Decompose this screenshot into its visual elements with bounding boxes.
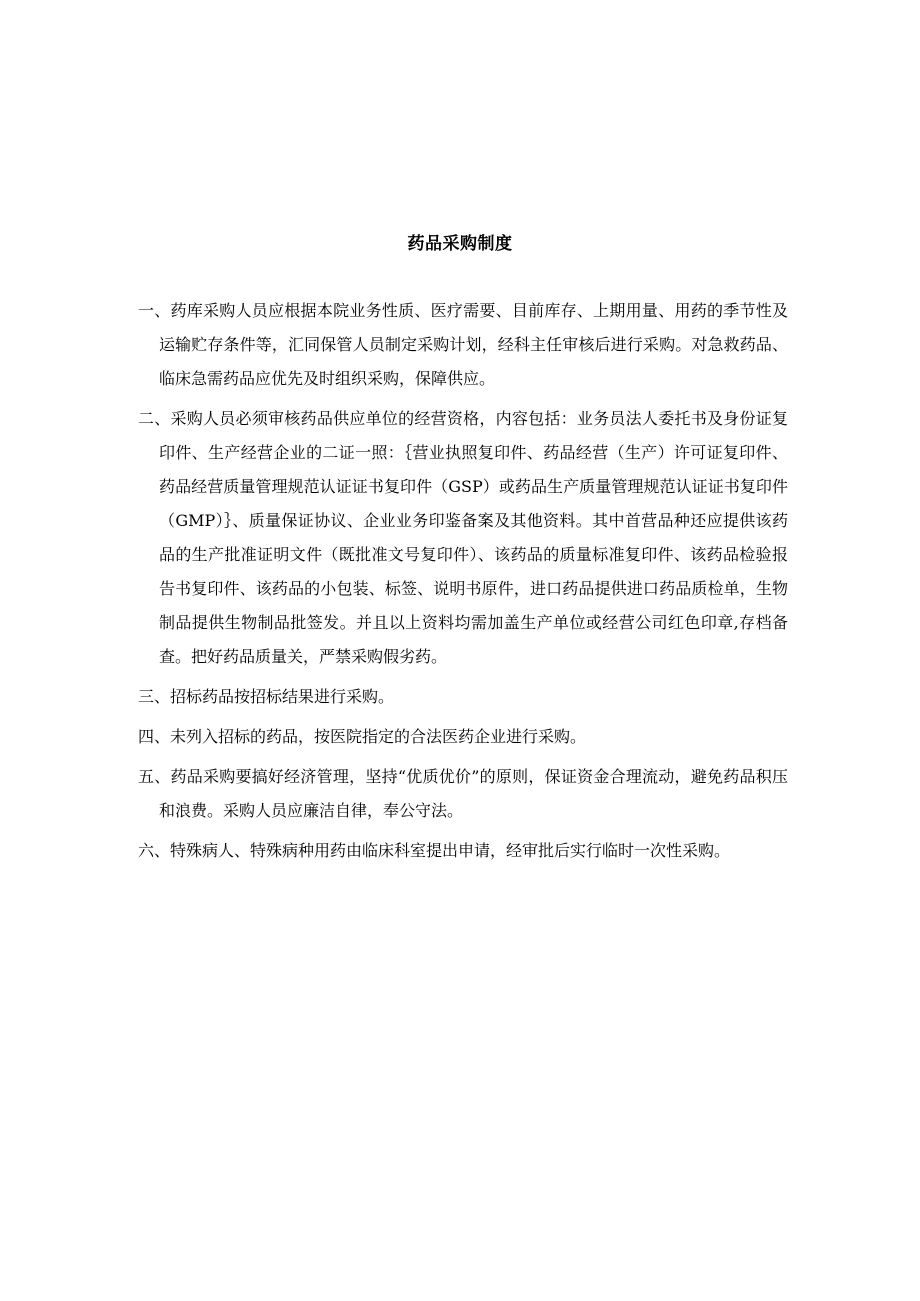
regulation-item-6: 六、特殊病人、特殊病种用药由临床科室提出申请，经审批后实行临时一次性采购。 [138, 841, 731, 860]
regulation-item-3: 三、招标药品按招标结果进行采购。 [138, 687, 395, 706]
regulation-item-5: 五、药品采购要搞好经济管理，坚持“优质优价”的原则，保证资金合理流动，避免药品积压和浪费。采购人员应廉洁自律，奉公守法。 [138, 767, 788, 820]
regulation-item-4: 四、未列入招标的药品，按医院指定的合法医药企业进行采购。 [138, 727, 587, 746]
regulation-item-1: 一、药库采购人员应根据本院业务性质、医疗需要、目前库存、上期用量、用药的季节性及运输贮存条件等，汇同保管人员制定采购计划，经科主任审核后进行采购。对急救药品、临床急需药品应优先及时组织采购，保障供应。 [138, 301, 788, 388]
regulation-list [138, 294, 788, 874]
document-title: 药品采购制度 [407, 234, 513, 254]
regulation-item-2: 二、采购人员必须审核药品供应单位的经营资格，内容包括：业务员法人委托书及身份证复印件、生产经营企业的二证一照：｛营业执照复印件、药品经营（生产）许可证复印件、药品经营质量管理规范认证证书复印件（GSP）或药品生产质量管理规范认证证书复印件（GMP）｝、质量保证协议、企业业务印鉴备案及其他资料。其中首营品种还应提供该药品的生产批准证明文件（既批准文号复印件）、该药品的质量标准复印件、该药品检验报告书复印件、该药品的小包装、标签、说明书原件，进口药品提供进口药品质检单，生物制品提供生物制品批签发。并且以上资料均需加盖生产单位或经营公司红色印章,存档备查。把好药品质量关，严禁采购假劣药。 [138, 409, 788, 666]
